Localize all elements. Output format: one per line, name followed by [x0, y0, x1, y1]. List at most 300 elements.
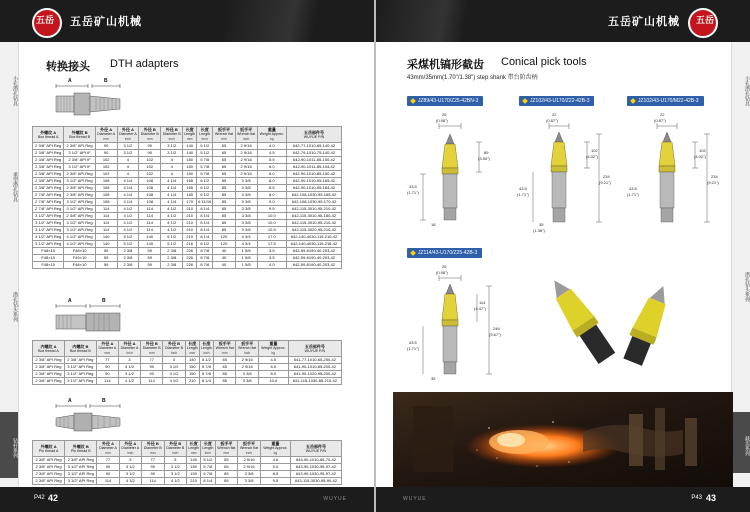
table-cell: 8 1/4	[197, 206, 213, 213]
table-2-col-9: 扳手平 Wrench flat inch	[236, 341, 258, 357]
table-2-head	[33, 341, 342, 357]
table-cell: 102	[139, 171, 161, 178]
table-cell: 2 3/8" API Reg	[64, 171, 95, 178]
table-cell: 85	[213, 199, 235, 206]
side-tab-1[interactable]: 重型潜孔钻具	[12, 172, 18, 202]
table-cell: 642-59-6190-40-203-42	[286, 262, 341, 269]
table-cell: 140	[187, 457, 201, 464]
right-footer-site: WUYUE	[403, 496, 427, 502]
table-cell: 85	[213, 213, 235, 220]
table-cell: 140	[183, 150, 197, 157]
table-cell: 2 9/16	[235, 143, 257, 150]
table-cell: 5 7/8	[201, 464, 215, 471]
table-cell: 77	[141, 457, 164, 464]
table-cell: 59	[95, 255, 117, 262]
pick-1-dim-0-value: 25	[442, 112, 447, 117]
table-cell: 3 1/2	[163, 364, 185, 371]
table-cell: 642-77-1010-65-140-42	[286, 143, 341, 150]
table-3-header-row	[33, 441, 342, 457]
table-cell: 3	[164, 457, 187, 464]
table-cell: 643-115-3030-95-90-42	[290, 478, 341, 485]
table-cell: 3 1/2" API Reg	[64, 364, 96, 371]
table-cell: 2 3/8	[117, 248, 139, 255]
table-cell: 3	[163, 357, 185, 364]
pick-2-dim-3-unit: (1.71")	[517, 192, 529, 197]
right-side-tab-strip	[731, 42, 750, 487]
table-row	[33, 457, 342, 464]
pick-diagram-1	[409, 112, 505, 232]
table-2-col-3: 外径 A Diameter A inch	[118, 341, 140, 357]
table-cell: 2 3/8	[161, 262, 183, 269]
table-cell: 85	[213, 378, 235, 385]
table-cell: 8 1/2	[197, 241, 213, 248]
table-cell: 85	[215, 471, 238, 478]
table-2-col-5: 外径 B Diameter B inch	[163, 341, 185, 357]
table-cell: 3 3/8	[235, 213, 257, 220]
adapter-1-label-b: B	[104, 78, 108, 84]
table-cell: 4 3/4	[235, 241, 257, 248]
table-row	[33, 143, 342, 150]
table-cell: 4 1/2	[117, 213, 139, 220]
table-cell: 642-115-3010-95-210-42	[286, 220, 341, 227]
table-cell: 4 1/2	[117, 206, 139, 213]
table-cell: 90	[97, 471, 119, 478]
table-cell: 8.5	[257, 185, 286, 192]
table-cell: 2 3/8" API Reg	[33, 157, 64, 164]
table-cell: 65	[213, 171, 235, 178]
pick-1-dim-1-unit: (3.50")	[478, 156, 490, 161]
table-cell: 6.0	[258, 364, 288, 371]
table-cell: 643-90-1030-95-97-42	[290, 471, 341, 478]
table-cell: 150	[187, 464, 201, 471]
table-cell: 641-90-1020-95-200-42	[288, 371, 341, 378]
table-cell: 8 1/4	[199, 378, 213, 385]
table-cell: 4	[161, 164, 183, 171]
pick-diagram-2	[519, 112, 615, 232]
table-cell: 165	[183, 185, 197, 192]
table-cell: 2 7/8" API Reg	[33, 206, 64, 213]
table-cell: 2 3/8" API Reg	[33, 478, 65, 485]
table-cell: 90	[96, 371, 118, 378]
table-cell: 2 3/8	[161, 248, 183, 255]
table-cell: 2 3/8" API Reg	[33, 378, 65, 385]
table-cell: 2 9/16	[235, 171, 257, 178]
table-cell: 4 1/4	[117, 178, 139, 185]
table-1-col-10: 重量 Weight Approx. kg	[257, 127, 286, 143]
table-cell: 108	[95, 199, 117, 206]
table-cell: 5 7/8	[199, 364, 213, 371]
table-1-body	[33, 143, 342, 269]
table-cell: 114	[96, 378, 118, 385]
table-cell: 114	[95, 206, 117, 213]
table-cell: 2 3/8" API Reg	[33, 171, 64, 178]
left-page-header	[0, 0, 375, 42]
pick-3-dim-2-value: 234	[711, 174, 718, 179]
table-cell: 210	[183, 213, 197, 220]
table-cell: 5.5	[257, 157, 286, 164]
table-cell: 8 7/8	[197, 248, 213, 255]
table-1-col-9: 扳手平 Wrench flat inch	[235, 127, 257, 143]
table-cell: 114	[97, 478, 119, 485]
pick-1-dim-1-value: 89	[484, 150, 489, 155]
table-cell: 2 9/16	[235, 164, 257, 171]
table-cell: 4 1/2	[164, 478, 187, 485]
table-cell: 114	[139, 227, 161, 234]
dth-adapter-table-2	[32, 340, 342, 385]
table-cell: 2 3/8" API Reg	[64, 213, 95, 220]
table-3-head	[33, 441, 342, 457]
table-3-col-10: 重量 Weight Approx. kg	[260, 441, 290, 457]
table-cell: 4 1/4	[161, 185, 183, 192]
table-cell: 8 1/4	[197, 234, 213, 241]
table-cell: 642-90-1010-95-184-42	[286, 185, 341, 192]
table-cell: 90	[95, 143, 117, 150]
pick-1-dim-2-value: 43.5	[409, 184, 417, 189]
table-cell: 40	[213, 255, 235, 262]
pick-2-dim-2-unit: (9.21")	[599, 180, 611, 185]
table-cell: 140	[139, 234, 161, 241]
pick-2-dim-0-value: 22	[552, 112, 557, 117]
table-cell: 150	[183, 171, 197, 178]
table-cell: 210	[185, 378, 199, 385]
table-cell: 643-90-1010-65-70-42	[290, 457, 341, 464]
table-cell: 90	[141, 464, 164, 471]
table-cell: 3 3/8	[238, 478, 261, 485]
table-3-col-5: 外径 B Diameter B inch	[164, 441, 187, 457]
table-cell: 1 5/8	[235, 248, 257, 255]
table-cell: 150	[183, 157, 197, 164]
table-3-col-3: 外径 A Diameter A inch	[119, 441, 141, 457]
adapter-3-label-b: B	[102, 398, 106, 404]
table-row	[33, 199, 342, 206]
right-side-tab-2[interactable]: 截齿系列	[732, 412, 750, 473]
table-cell: 90	[141, 364, 163, 371]
table-cell: 2 9/16	[235, 150, 257, 157]
adapter-2-label-a: A	[68, 298, 72, 304]
table-cell: 8 1/4	[201, 478, 215, 485]
pick-3-dim-0-unit: (0.87")	[654, 118, 666, 123]
left-page-title-cn: 转换接头	[46, 61, 90, 73]
table-cell: 641-77-1010-65-250-42	[288, 357, 341, 364]
table-cell: 140	[139, 241, 161, 248]
table-cell: 2 3/8" API Reg	[33, 143, 64, 150]
table-cell: 6.0	[257, 164, 286, 171]
table-cell: 85	[213, 178, 235, 185]
table-cell: 3 1/2	[117, 143, 139, 150]
table-cell: 150	[187, 471, 201, 478]
table-cell: 4 1/2	[117, 220, 139, 227]
pick-diagram-3	[629, 112, 725, 232]
table-row	[33, 164, 342, 171]
table-cell: 3 1/2" API Reg	[64, 206, 95, 213]
table-cell: 65	[213, 164, 235, 171]
right-footer-page-number: 43	[705, 493, 716, 503]
table-cell: 8.5	[260, 471, 290, 478]
table-cell: F48×10	[33, 262, 64, 269]
table-cell: 4 1/4	[117, 185, 139, 192]
table-cell: 3 1/2" API Reg	[64, 199, 95, 206]
pick-4-dim-4-value: 35	[431, 376, 436, 381]
table-1-header-row	[33, 127, 342, 143]
table-cell: 2 3/8" API Reg	[33, 185, 64, 192]
table-cell: 4.6	[260, 457, 290, 464]
table-cell: 3 1/2" API Reg	[65, 471, 97, 478]
table-3-col-0: 外螺纹 A Pin thread A	[33, 441, 65, 457]
table-cell: 65	[215, 464, 238, 471]
table-1-col-0: 外螺纹 A Box thread A	[33, 127, 64, 143]
table-cell: 140	[183, 143, 197, 150]
brand-name-right: 五岳矿山机械	[608, 16, 680, 28]
table-cell: 10.5	[257, 227, 286, 234]
table-row	[33, 234, 342, 241]
table-cell: 3 1/2" API Reg	[64, 178, 95, 185]
table-cell: 2 3/8" API Reg	[64, 185, 95, 192]
right-side-tab-1[interactable]: 潜孔钻头系列	[744, 272, 750, 302]
adapter-drawing-1-svg	[34, 80, 134, 125]
table-cell: 3 1/2	[119, 464, 141, 471]
pick-3-dim-1-unit: (4.02")	[694, 154, 706, 159]
table-cell: 6 1/2	[197, 185, 213, 192]
table-cell: 2 9/16	[235, 157, 257, 164]
table-cell: 85	[213, 185, 235, 192]
table-row	[33, 171, 342, 178]
table-cell: 114	[95, 220, 117, 227]
table-cell: 3 1/2" API Reg	[65, 464, 97, 471]
table-cell: 2 3/8" API Reg	[33, 150, 64, 157]
table-cell: 641-115-1030-85-210-42	[288, 378, 341, 385]
table-cell: 3 1/2" API Reg	[64, 371, 96, 378]
table-2-col-1: 内螺纹 B Box thread B	[64, 341, 96, 357]
table-cell: 5 7/8	[197, 164, 213, 171]
table-cell: 108	[139, 199, 161, 206]
table-cell: 1 5/8	[235, 255, 257, 262]
table-cell: 2 7/8" API Reg	[33, 192, 64, 199]
table-cell: 102	[139, 157, 161, 164]
table-cell: 3 1/2	[119, 471, 141, 478]
table-cell: 3 3/8	[235, 185, 257, 192]
table-row	[33, 255, 342, 262]
left-page-footer	[0, 487, 375, 512]
product-chip-1[interactable]: JZ102/43-U170/Z22-42B-3	[519, 96, 594, 106]
side-tab-3[interactable]: 钻杆系列	[0, 412, 18, 478]
product-chip-3[interactable]: JZ114/43-U170/Z25-42B-3	[407, 248, 482, 258]
table-1-col-3: 外径 A Diameter A inch	[119, 127, 137, 141]
table-cell: 210	[183, 220, 197, 227]
table-1-col-5: 外径 B Diameter B inch	[162, 127, 181, 141]
table-cell: 2 3/8" API Reg	[33, 357, 65, 364]
table-cell: 10.0	[258, 378, 288, 385]
table-cell: 643-90-1030-95-97-42	[290, 464, 341, 471]
spread-gutter	[374, 0, 376, 512]
table-cell: 108	[95, 185, 117, 192]
pick-4-dim-1-value: 114	[479, 300, 486, 305]
table-cell: 4	[161, 171, 183, 178]
table-cell: 5 7/8	[197, 157, 213, 164]
table-cell: 3 1/2	[163, 371, 185, 378]
pick-4-dim-1-unit: (4.47")	[474, 306, 486, 311]
table-cell: 5 1/2	[197, 143, 213, 150]
table-cell: 59	[95, 248, 117, 255]
table-2-col-4: 外径 B Diameter B mm	[141, 341, 163, 357]
table-cell: 4	[117, 157, 139, 164]
table-cell: 3 1/2	[117, 150, 139, 157]
left-footer-page-number: 42	[48, 493, 59, 503]
table-2-col-11: 五岳部件号 WUYUE P/N	[288, 341, 341, 357]
table-cell: 17.0	[257, 234, 286, 241]
table-cell: 102	[95, 171, 117, 178]
table-cell: 2 3/8" API Reg	[64, 143, 95, 150]
table-cell: 65	[213, 364, 235, 371]
table-row	[33, 157, 342, 164]
table-cell: 3 1/2	[161, 150, 183, 157]
adapter-1-label-a: A	[68, 78, 72, 84]
table-cell: 642-90-1010-85-150-42	[286, 171, 341, 178]
table-cell: 2 3/8" API Reg	[33, 471, 65, 478]
table-cell: 2 3/8" API Reg	[33, 178, 64, 185]
header-swoosh-decoration-right	[375, 0, 525, 42]
table-cell: 3 3/8	[235, 178, 257, 185]
pick-3-dim-2-unit: (9.21")	[707, 180, 719, 185]
table-cell: 642-59-6190-40-203-42	[286, 255, 341, 262]
table-cell: 150	[185, 371, 199, 378]
table-cell: 3.5	[257, 248, 286, 255]
table-cell: 2 3/8" API IF	[64, 157, 95, 164]
pick-3-dim-0-value: 22	[660, 112, 665, 117]
pick-drawing-1-svg	[409, 112, 505, 232]
table-cell: 2 7/8" API Reg	[33, 199, 64, 206]
table-cell: 90	[96, 364, 118, 371]
product-chip-0[interactable]: JZ89/43-U170/Z25-42BN-3	[407, 96, 483, 106]
adapter-2-label-b: B	[102, 298, 106, 304]
table-cell: 642-115-3020-95-210-42	[286, 227, 341, 234]
table-cell: 77	[141, 357, 163, 364]
table-cell: 85	[213, 371, 235, 378]
table-cell: 8 7/8	[197, 255, 213, 262]
right-page-header	[375, 0, 750, 42]
table-cell: 3 3/8	[235, 206, 257, 213]
table-cell: 114	[95, 213, 117, 220]
table-cell: 5 7/8	[199, 371, 213, 378]
pick-4-dim-3-value: 43.5	[409, 340, 417, 345]
table-cell: 642-59-6190-40-203-42	[286, 248, 341, 255]
dth-adapter-table-3	[32, 440, 342, 485]
table-cell: 108	[95, 192, 117, 199]
table-cell: 4 1/2	[161, 227, 183, 234]
table-cell: 4 1/4	[161, 178, 183, 185]
pick-2-dim-1-unit: (4.02")	[586, 154, 598, 159]
table-cell: 10.0	[257, 220, 286, 227]
table-cell: 226	[183, 262, 197, 269]
table-cell: F48×10	[64, 248, 95, 255]
table-cell: 2 3/8" API Reg	[33, 457, 65, 464]
table-cell: 642-115-3010-95-210-42	[286, 206, 341, 213]
table-cell: 4 1/2	[161, 213, 183, 220]
table-cell: 17.5	[257, 241, 286, 248]
table-1-col-6: 长度 Length mm	[184, 127, 196, 141]
table-cell: 77	[96, 357, 118, 364]
pick-4-dim-2-unit: (9.67")	[489, 332, 501, 337]
table-row	[33, 371, 342, 378]
table-cell: 5 1/2	[117, 241, 139, 248]
table-cell: 3 1/2" API Reg	[65, 478, 97, 485]
right-side-tab-0[interactable]: 小孔潜孔钻具	[744, 76, 750, 106]
table-cell: 4 1/2	[117, 227, 139, 234]
right-page-title-cn: 采煤机镐形截齿	[407, 59, 484, 71]
table-cell: 8 1/4	[197, 227, 213, 234]
table-1-col-4: 外径 B Diameter B mm	[140, 127, 159, 141]
table-3-body	[33, 457, 342, 485]
table-row	[33, 185, 342, 192]
table-cell: 59	[139, 248, 161, 255]
right-footer-page-label: P43	[691, 495, 702, 501]
table-cell: 4.5	[257, 150, 286, 157]
table-1-col-7: 长度 Length inch	[197, 127, 213, 143]
table-cell: 641-90-1010-85-200-42	[288, 364, 341, 371]
pick-2-dim-4-unit: (1.38")	[533, 228, 545, 233]
table-cell: 3	[119, 457, 141, 464]
adapter-diagram-3	[34, 398, 134, 440]
table-cell: 150	[183, 164, 197, 171]
table-cell: 8.0	[258, 371, 288, 378]
table-cell: 85	[215, 478, 238, 485]
table-cell: 65	[213, 357, 235, 364]
table-cell: 3 3/8	[235, 220, 257, 227]
table-cell: 10.0	[257, 213, 286, 220]
table-cell: 59	[139, 262, 161, 269]
table-cell: 3 1/2" API IF	[64, 150, 95, 157]
table-row	[33, 227, 342, 234]
table-2-col-8: 扳手平 Wrench flat mm	[213, 341, 235, 357]
table-row	[33, 364, 342, 371]
table-cell: 2 3/8" API Reg	[65, 457, 97, 464]
side-tab-2[interactable]: 潜孔钻头系列	[12, 292, 18, 322]
table-cell: 210	[183, 234, 197, 241]
table-cell: 90	[141, 471, 164, 478]
table-2-col-6: 长度 Length mm	[186, 341, 198, 355]
product-chip-2[interactable]: JZ102/43-U170/M22-42B-3	[627, 96, 704, 106]
table-cell: 140	[185, 357, 199, 364]
table-cell: 4 1/4	[161, 199, 183, 206]
table-2-col-2: 外径 A Diameter A mm	[96, 341, 118, 357]
table-cell: 40	[213, 262, 235, 269]
table-cell: 85	[213, 192, 235, 199]
left-footer-site: WUYUE	[323, 496, 347, 502]
table-1-col-8: 扳手平 Wrench flat mm	[213, 127, 235, 143]
table-cell: 3 3/8	[235, 227, 257, 234]
table-row	[33, 241, 342, 248]
table-cell: 120	[213, 234, 235, 241]
table-cell: 4 1/2" API Reg	[64, 234, 95, 241]
table-cell: 170	[183, 199, 197, 206]
pick-3-dim-1-value: 102	[699, 148, 706, 153]
table-row	[33, 150, 342, 157]
table-cell: 642-90-1010-95-165-42	[286, 178, 341, 185]
table-cell: 5 7/8	[201, 471, 215, 478]
table-row	[33, 262, 342, 269]
table-cell: 85	[213, 220, 235, 227]
pick-diagram-4	[409, 264, 505, 384]
table-cell: 210	[187, 478, 201, 485]
table-row	[33, 357, 342, 364]
table-1-col-1: 外螺纹 B Box thread B	[64, 127, 95, 143]
side-tab-0[interactable]: 小孔潜孔钻具	[12, 76, 18, 106]
table-cell: 642-140-4030-115-216-42	[286, 241, 341, 248]
table-cell: 108	[139, 185, 161, 192]
table-2-body	[33, 357, 342, 385]
table-cell: 59	[95, 262, 117, 269]
pick-1-dim-0-unit: (0.98")	[436, 118, 448, 123]
right-page-footer	[375, 487, 750, 512]
